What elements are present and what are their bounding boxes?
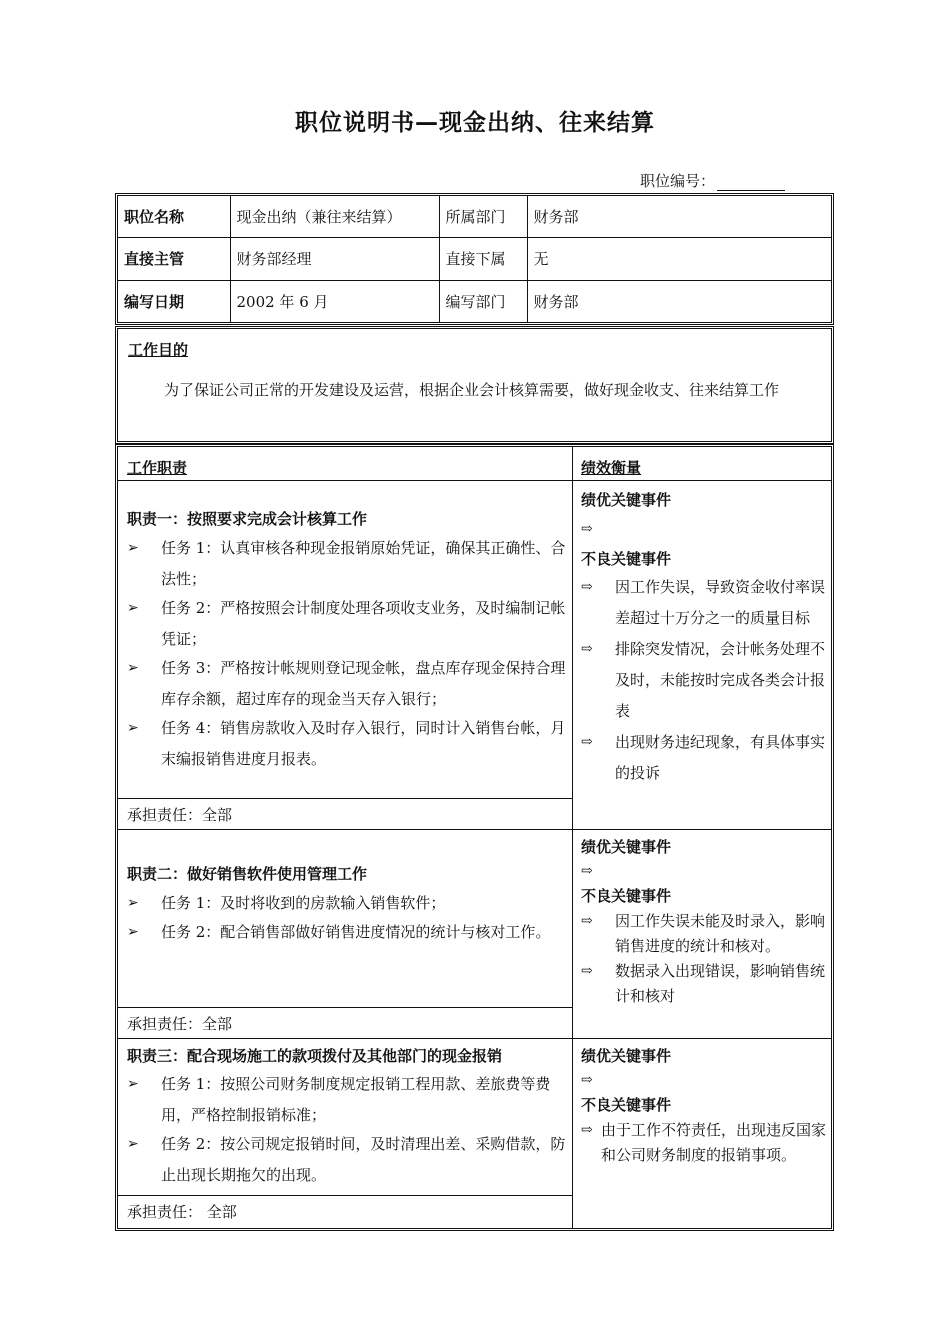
header-divider — [118, 480, 831, 481]
info-table — [115, 193, 834, 325]
duty3-title: 职责三：配合现场施工的款项拨付及其他部门的现金报销 — [127, 1047, 503, 1065]
arrow-icon: ⇨ — [581, 863, 593, 879]
label-written-dept: 编写部门 — [439, 280, 527, 322]
duty1-perf-bad-3: ⇨ 出现财务违纪现象，有具体事实的投诉 — [581, 727, 829, 789]
bullet-icon: ➢ — [127, 895, 139, 911]
arrow-icon: ⇨ — [581, 734, 593, 750]
duty1-task2: ➢ 任务 2：严格按照会计制度处理各项收支业务，及时编制记帐凭证； — [127, 593, 567, 655]
duty3-task2: ➢ 任务 2：按公司规定报销时间，及时清理出差、采购借款，防止出现长期拖欠的出现。 — [127, 1129, 567, 1191]
perf-bad-label: 不良关键事件 — [581, 887, 672, 905]
duty2-task2: ➢ 任务 2：配合销售部做好销售进度情况的统计与核对工作。 — [127, 917, 567, 948]
duty1-divider — [118, 829, 831, 830]
page-title: 职位说明书—现金出纳、往来结算 — [295, 110, 655, 136]
duty1-perf-bad-1: ⇨ 因工作失误，导致资金收付率误差超过十万分之一的质量目标 — [581, 572, 829, 634]
arrow-icon: ⇨ — [581, 913, 593, 929]
bullet-icon: ➢ — [127, 1076, 139, 1092]
bullet-icon: ➢ — [127, 720, 139, 736]
duty2-divider — [118, 1038, 831, 1039]
purpose-text: 为了保证公司正常的开发建设及运营，根据企业会计核算需要，做好现金收支、往来结算工作 — [164, 381, 780, 399]
info-row-supervisor — [118, 238, 831, 281]
duties-header: 工作职责 — [127, 459, 188, 477]
perf-header: 绩效衡量 — [581, 459, 642, 477]
duty1-task1: ➢ 任务 1：认真审核各种现金报销原始凭证，确保其正确性、合法性； — [127, 533, 567, 595]
bullet-icon: ➢ — [127, 1136, 139, 1152]
duty3-task1: ➢ 任务 1：按照公司财务制度规定报销工程用款、差旅费等费用，严格控制报销标准； — [127, 1069, 567, 1131]
duty1-perf — [581, 488, 829, 789]
duty1-title: 职责一：按照要求完成会计核算工作 — [127, 510, 368, 528]
position-number-blank — [717, 176, 785, 191]
position-number — [640, 170, 785, 191]
duty2-perf — [581, 835, 829, 1009]
duty2-perf-bad-2: ⇨ 数据录入出现错误，影响销售统计和核对 — [581, 959, 829, 1009]
duty2-task1: ➢ 任务 1：及时将收到的房款输入销售软件； — [127, 888, 567, 919]
info-row-date — [118, 280, 831, 322]
label-department: 所属部门 — [439, 196, 527, 238]
arrow-icon: ⇨ — [581, 641, 593, 657]
resp3-divider — [118, 1195, 572, 1196]
perf-bad-label: 不良关键事件 — [581, 550, 672, 568]
label-subordinate: 直接下属 — [439, 238, 527, 281]
duty2-perf-bad-1: ⇨ 因工作失误未能及时录入，影响销售进度的统计和核对。 — [581, 909, 829, 959]
purpose-section — [115, 326, 834, 444]
duty3-perf-bad-1: ⇨ 由于工作不符责任，出现违反国家和公司财务制度的报销事项。 — [581, 1118, 829, 1168]
arrow-icon: ⇨ — [581, 521, 593, 537]
value-written-date: 2002 年 6 月 — [230, 280, 439, 322]
duty1-task3: ➢ 任务 3：严格按计帐规则登记现金帐，盘点库存现金保持合理库存余额，超过库存的现金当天存入银行； — [127, 653, 567, 715]
duty2-responsibility: 承担责任：全部 — [127, 1015, 233, 1033]
perf-bad-label: 不良关键事件 — [581, 1096, 672, 1114]
value-department: 财务部 — [527, 196, 831, 238]
label-position-name: 职位名称 — [118, 196, 230, 238]
arrow-icon: ⇨ — [581, 1072, 593, 1088]
arrow-icon: ⇨ — [581, 579, 593, 595]
position-number-label: 职位编号： — [640, 172, 716, 190]
value-position-name: 现金出纳（兼往来结算） — [230, 196, 439, 238]
arrow-icon: ⇨ — [581, 1122, 593, 1138]
perf-good-label: 绩优关键事件 — [581, 491, 672, 509]
duty2-title: 职责二：做好销售软件使用管理工作 — [127, 865, 368, 883]
bullet-icon: ➢ — [127, 540, 139, 556]
value-subordinate: 无 — [527, 238, 831, 281]
value-written-dept: 财务部 — [527, 280, 831, 322]
arrow-icon: ⇨ — [581, 963, 593, 979]
duties-table — [115, 444, 834, 1231]
column-divider — [572, 447, 573, 1228]
duty1-perf-bad-2: ⇨ 排除突发情况，会计帐务处理不及时，未能按时完成各类会计报表 — [581, 634, 829, 727]
resp1-divider — [118, 798, 572, 799]
purpose-heading: 工作目的 — [128, 341, 189, 359]
value-supervisor: 财务部经理 — [230, 238, 439, 281]
duty1-responsibility: 承担责任：全部 — [127, 806, 233, 824]
label-supervisor: 直接主管 — [118, 238, 230, 281]
perf-good-label: 绩优关键事件 — [581, 838, 672, 856]
duty3-responsibility: 承担责任： 全部 — [127, 1203, 237, 1221]
duty3-perf — [581, 1044, 829, 1168]
bullet-icon: ➢ — [127, 660, 139, 676]
info-row-position — [118, 196, 831, 238]
bullet-icon: ➢ — [127, 924, 139, 940]
resp2-divider — [118, 1007, 572, 1008]
label-written-date: 编写日期 — [118, 280, 230, 322]
bullet-icon: ➢ — [127, 600, 139, 616]
perf-good-label: 绩优关键事件 — [581, 1047, 672, 1065]
duty1-task4: ➢ 任务 4：销售房款收入及时存入银行，同时计入销售台帐，月末编报销售进度月报表。 — [127, 713, 567, 775]
